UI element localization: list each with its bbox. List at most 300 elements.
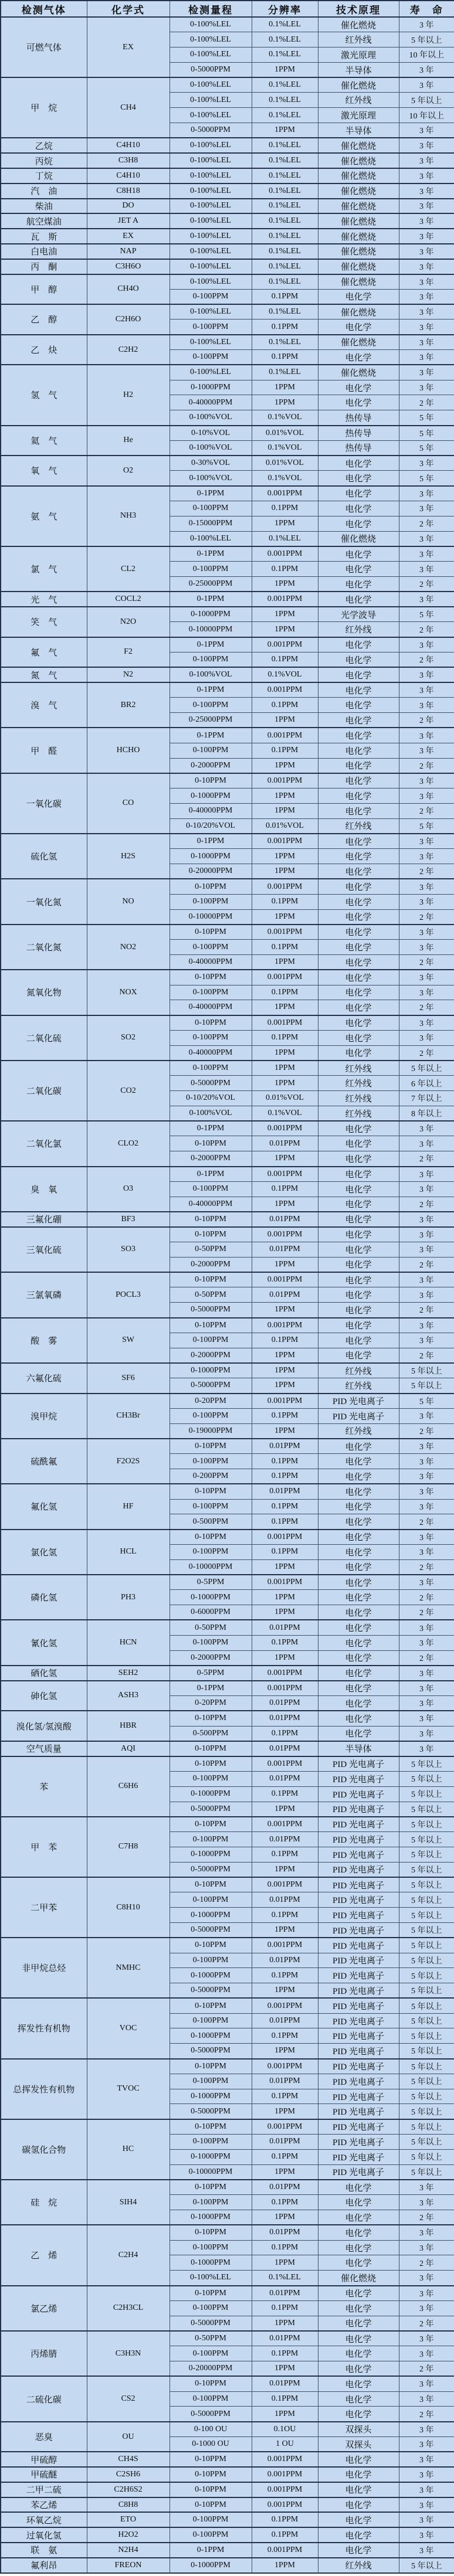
cell-life: 2 年 [399,2361,454,2377]
cell-resolution: 0.01%VOL [252,1091,318,1106]
cell-gas-name: 瓦 斯 [1,229,87,244]
cell-resolution: 1PPM [252,2104,318,2119]
cell-formula: F2O2S [87,1439,170,1484]
cell-resolution: 0.1%VOL [252,1106,318,1121]
cell-resolution: 0.01PPM [252,2331,318,2346]
cell-life: 3 年 [399,123,454,138]
cell-resolution: 1PPM [252,713,318,728]
cell-life: 3 年 [399,1121,454,1136]
cell-principle: 电化学 [318,2255,399,2271]
cell-range: 0-100PPM [170,2300,252,2316]
cell-range: 0-100PPM [170,1030,252,1045]
cell-range: 0-10/20%VOL [170,818,252,834]
cell-formula: NMHC [87,1938,170,1998]
cell-formula: O2 [87,456,170,486]
cell-range: 0-100%VOL [170,440,252,456]
cell-life: 2 年 [399,864,454,879]
cell-life: 3 年 [399,2527,454,2543]
cell-gas-name: 总挥发性有机物 [1,2059,87,2119]
cell-range: 0-1000PPM [170,2558,252,2573]
table-row [1,1015,454,1031]
cell-range: 0-100PPM [170,1635,252,1650]
cell-resolution: 0.1%LEL [252,17,318,32]
cell-life: 5 年 [399,1394,454,1409]
cell-principle: PID 光电离子 [318,2044,399,2059]
cell-range: 0-25000PPM [170,576,252,592]
cell-principle: 电化学 [318,1695,399,1711]
cell-principle: 催化燃烧 [318,199,399,214]
cell-range: 0-10PPM [170,1439,252,1454]
cell-resolution: 1PPM [252,803,318,818]
header-row [1,1,454,17]
cell-range: 0-100%LEL [170,2271,252,2286]
cell-formula: SF6 [87,1363,170,1394]
cell-range: 0-1PPM [170,682,252,698]
table-row [1,2452,454,2467]
cell-resolution: 0.001PPM [252,2497,318,2513]
cell-range: 0-100%LEL [170,168,252,183]
table-row [1,2497,454,2513]
cell-principle: 电化学 [318,1575,399,1590]
cell-range: 0-5000PPM [170,1983,252,1999]
cell-principle: PID 光电离子 [318,2059,399,2074]
cell-resolution: 1PPM [252,1061,318,1076]
cell-resolution: 1PPM [252,789,318,804]
cell-life: 2 年 [399,1423,454,1439]
cell-resolution: 0.001PPM [252,592,318,607]
cell-life: 2 年 [399,1197,454,1212]
cell-formula: C4H10 [87,168,170,183]
cell-life: 3 年 [399,153,454,168]
cell-principle: 电化学 [318,2452,399,2467]
cell-principle: 电化学 [318,834,399,849]
cell-life: 5 年 [399,607,454,622]
cell-principle: 红外线 [318,1091,399,1106]
cell-range: 0-10PPM [170,2119,252,2135]
cell-range: 0-10PPM [170,2286,252,2301]
cell-resolution: 1PPM [252,2164,318,2180]
cell-resolution: 0.1PPM [252,1333,318,1348]
cell-range: 0-100%LEL [170,77,252,93]
cell-principle: PID 光电离子 [318,1908,399,1923]
cell-resolution: 0.001PPM [252,2059,318,2074]
col-header-2: 检测量程 [170,1,252,17]
table-row [1,667,454,682]
table-row [1,2558,454,2573]
table-row [1,2119,454,2135]
cell-gas-name: 恶臭 [1,2422,87,2452]
cell-formula: SIH4 [87,2180,170,2225]
cell-range: 0-1PPM [170,1681,252,1696]
cell-gas-name: 氟利昂 [1,2558,87,2573]
cell-range: 0-5PPM [170,1666,252,1681]
table-row [1,426,454,441]
cell-range: 0-2000PPM [170,1650,252,1666]
cell-principle: 电化学 [318,773,399,789]
cell-gas-name: 苯 [1,1756,87,1817]
cell-range: 0-100PPM [170,698,252,713]
cell-gas-name: 丙 酮 [1,259,87,274]
table-row [1,2527,454,2543]
cell-range: 0-100%LEL [170,108,252,123]
cell-life: 3 年 [399,1741,454,1756]
cell-life: 3 年 [399,259,454,274]
cell-range: 0-100PPM [170,320,252,335]
cell-life: 2 年 [399,1605,454,1620]
cell-range: 0-200PPM [170,1469,252,1484]
cell-resolution: 0.1%LEL [252,47,318,63]
cell-range: 0-100%LEL [170,304,252,320]
cell-resolution: 1 OU [252,2437,318,2452]
cell-gas-name: 非甲烷总烃 [1,1938,87,1998]
cell-life: 3 年 [399,2346,454,2361]
cell-range: 0-100PPM [170,894,252,909]
cell-principle: 激光原理 [318,108,399,123]
cell-life: 3 年 [399,456,454,471]
cell-life: 3 年 [399,925,454,940]
cell-principle: PID 光电离子 [318,2164,399,2180]
cell-principle: 电化学 [318,592,399,607]
cell-formula: H2S [87,834,170,879]
cell-range: 0-100%LEL [170,259,252,274]
cell-principle: 电化学 [318,667,399,682]
cell-range: 0-40000PPM [170,1045,252,1061]
cell-resolution: 0.1PPM [252,985,318,1000]
cell-resolution: 0.01PPM [252,1212,318,1227]
cell-life: 3 年 [399,773,454,789]
cell-resolution: 1PPM [252,1363,318,1378]
cell-principle: 红外线 [318,32,399,47]
cell-resolution: 0.1%LEL [252,531,318,546]
cell-life: 5 年以上 [399,1802,454,1817]
cell-principle: 电化学 [318,2210,399,2225]
cell-principle: 电化学 [318,471,399,486]
cell-life: 5 年 [399,818,454,834]
table-row [1,2286,454,2301]
cell-range: 0-1000PPM [170,1786,252,1802]
cell-life: 3 年 [399,1212,454,1227]
cell-formula: O3 [87,1167,170,1212]
cell-resolution: 0.01PPM [252,2135,318,2150]
cell-range: 0-100%LEL [170,93,252,108]
cell-formula: TVOC [87,2059,170,2119]
cell-formula: CH4O [87,274,170,305]
cell-principle: 电化学 [318,1045,399,1061]
cell-life: 5 年以上 [399,2119,454,2135]
cell-life: 3 年 [399,1635,454,1650]
cell-life: 3 年 [399,1711,454,1726]
cell-resolution: 0.1%LEL [252,244,318,259]
cell-resolution: 0.01PPM [252,2225,318,2240]
cell-principle: 电化学 [318,2225,399,2240]
cell-gas-name: 酸 雾 [1,1318,87,1363]
cell-life: 8 年以上 [399,1106,454,1121]
cell-resolution: 1PPM [252,576,318,592]
cell-resolution: 1PPM [252,1045,318,1061]
table-row [1,1061,454,1076]
cell-resolution: 0.01PPM [252,2286,318,2301]
cell-gas-name: 氮 气 [1,667,87,682]
cell-resolution: 1PPM [252,1802,318,1817]
cell-principle: 电化学 [318,2316,399,2331]
cell-life: 2 年 [399,1559,454,1575]
cell-gas-name: 甲硫醚 [1,2467,87,2482]
cell-life: 3 年 [399,1242,454,1258]
cell-principle: 电化学 [318,728,399,743]
cell-formula: C3H3N [87,2331,170,2376]
cell-resolution: 1PPM [252,1000,318,1015]
cell-principle: 红外线 [318,1423,399,1439]
cell-principle: 电化学 [318,652,399,667]
cell-life: 3 年 [399,2286,454,2301]
col-header-4: 技术原理 [318,1,399,17]
cell-range: 0-10PPM [170,2497,252,2513]
cell-range: 0-100PPM [170,743,252,758]
cell-range: 0-100PPM [170,501,252,516]
table-row [1,925,454,940]
cell-resolution: 0.1PPM [252,350,318,365]
cell-principle: 电化学 [318,743,399,758]
cell-principle: PID 光电离子 [318,1786,399,1802]
cell-life: 3 年 [399,1181,454,1197]
cell-formula: AQI [87,1741,170,1756]
cell-resolution: 0.1PPM [252,1408,318,1423]
cell-formula: NAP [87,244,170,259]
table-row [1,138,454,153]
cell-range: 0-5000PPM [170,123,252,138]
cell-range: 0-10PPM [170,1530,252,1545]
cell-formula: FREON [87,2558,170,2573]
cell-life: 2 年 [399,1045,454,1061]
cell-range: 0-1000PPM [170,1847,252,1862]
cell-principle: 电化学 [318,713,399,728]
cell-life: 3 年 [399,244,454,259]
cell-resolution: 0.01%VOL [252,818,318,834]
cell-life: 5 年以上 [399,2059,454,2074]
cell-resolution: 1PPM [252,864,318,879]
cell-principle: PID 光电离子 [318,1817,399,1832]
cell-life: 3 年 [399,682,454,698]
cell-formula: BR2 [87,682,170,728]
cell-life: 5 年以上 [399,2164,454,2180]
cell-range: 0-10000PPM [170,909,252,925]
cell-formula: EX [87,17,170,77]
cell-resolution: 0.1PPM [252,1635,318,1650]
cell-principle: PID 光电离子 [318,2119,399,2135]
cell-principle: 双探头 [318,2422,399,2437]
cell-principle: 电化学 [318,894,399,909]
cell-principle: 电化学 [318,1544,399,1559]
cell-resolution: 0.1%VOL [252,667,318,682]
cell-life: 3 年 [399,1015,454,1031]
cell-formula: ASH3 [87,1681,170,1711]
cell-life: 3 年 [399,320,454,335]
cell-gas-name: 氯乙烯 [1,2286,87,2331]
cell-life: 3 年 [399,1575,454,1590]
cell-range: 0-10PPM [170,1272,252,1287]
table-row [1,546,454,562]
cell-resolution: 0.1PPM [252,1030,318,1045]
cell-principle: 热传导 [318,426,399,441]
table-row [1,879,454,894]
cell-life: 3 年 [399,1408,454,1423]
cell-principle: 电化学 [318,1559,399,1575]
cell-range: 0-100PPM [170,2391,252,2407]
cell-life: 3 年 [399,1530,454,1545]
cell-principle: 电化学 [318,1620,399,1635]
cell-gas-name: 硅 烷 [1,2180,87,2225]
cell-range: 0-100PPM [170,1544,252,1559]
cell-gas-name: 柴油 [1,199,87,214]
table-row [1,1363,454,1378]
cell-resolution: 0.001PPM [252,2467,318,2482]
cell-resolution: 1PPM [252,2044,318,2059]
cell-range: 0-1000PPM [170,1363,252,1378]
cell-range: 0-1000PPM [170,2149,252,2164]
cell-resolution: 0.001PPM [252,1877,318,1892]
cell-resolution: 1PPM [252,1257,318,1272]
cell-life: 3 年 [399,2497,454,2513]
cell-range: 0-10PPM [170,1877,252,1892]
cell-gas-name: 甲 醛 [1,728,87,773]
cell-life: 3 年 [399,2271,454,2286]
table-row [1,199,454,214]
cell-formula: CH4 [87,77,170,138]
cell-resolution: 1PPM [252,1922,318,1938]
cell-life: 3 年 [399,229,454,244]
col-header-1: 化学式 [87,1,170,17]
cell-principle: PID 光电离子 [318,1938,399,1953]
cell-range: 0-1PPM [170,2543,252,2558]
cell-life: 3 年 [399,17,454,32]
cell-principle: 催化燃烧 [318,2271,399,2286]
cell-gas-name: 环氧乙烷 [1,2512,87,2527]
cell-range: 0-10PPM [170,2482,252,2497]
cell-range: 0-1PPM [170,486,252,501]
cell-formula: C3H8 [87,153,170,168]
cell-resolution: 1PPM [252,607,318,622]
cell-formula: PH3 [87,1575,170,1620]
cell-principle: 催化燃烧 [318,229,399,244]
cell-principle: 电化学 [318,1030,399,1045]
cell-gas-name: 氢 气 [1,365,87,425]
cell-gas-name: 乙烷 [1,138,87,153]
cell-life: 3 年 [399,592,454,607]
table-row [1,229,454,244]
table-row [1,1877,454,1892]
cell-principle: 电化学 [318,1136,399,1151]
cell-resolution: 0.001PPM [252,2543,318,2558]
cell-range: 0-5000PPM [170,1802,252,1817]
cell-gas-name: 三氧化硫 [1,1227,87,1272]
cell-principle: 激光原理 [318,47,399,63]
cell-resolution: 0.01PPM [252,2013,318,2028]
cell-range: 0-100PPM [170,940,252,955]
cell-formula: C2SH6 [87,2467,170,2482]
cell-range: 0-10PPM [170,1711,252,1726]
cell-resolution: 0.01PPM [252,1242,318,1258]
cell-resolution: 0.1PPM [252,562,318,577]
cell-principle: 电化学 [318,1454,399,1469]
cell-life: 5 年以上 [399,1877,454,1892]
cell-gas-name: 联 氨 [1,2543,87,2558]
cell-life: 2 年 [399,576,454,592]
cell-resolution: 1PPM [252,62,318,77]
table-row [1,1711,454,1726]
cell-range: 0-30%VOL [170,456,252,471]
cell-formula: JET A [87,213,170,229]
cell-principle: 电化学 [318,1469,399,1484]
cell-principle: 催化燃烧 [318,138,399,153]
cell-range: 0-10000PPM [170,622,252,637]
cell-resolution: 0.1PPM [252,940,318,955]
cell-resolution: 0.001PPM [252,1121,318,1136]
cell-life: 3 年 [399,2180,454,2195]
cell-resolution: 0.1PPM [252,320,318,335]
cell-formula: HF [87,1484,170,1529]
cell-range: 0-100PPM [170,2013,252,2028]
cell-life: 3 年 [399,1695,454,1711]
cell-resolution: 1PPM [252,758,318,773]
cell-principle: 电化学 [318,2300,399,2316]
cell-gas-name: 硫化氢 [1,834,87,879]
cell-range: 0-20000PPM [170,864,252,879]
cell-formula: VOC [87,1998,170,2058]
cell-life: 3 年 [399,637,454,653]
cell-resolution: 0.1PPM [252,2195,318,2210]
cell-formula: He [87,426,170,456]
cell-life: 3 年 [399,335,454,350]
cell-principle: 电化学 [318,516,399,531]
cell-life: 5 年 [399,426,454,441]
cell-formula: C3H6O [87,259,170,274]
cell-formula: SEH2 [87,1666,170,1681]
table-row [1,1439,454,1454]
cell-range: 0-6000PPM [170,1605,252,1620]
cell-range: 0-10PPM [170,1318,252,1333]
cell-life: 3 年 [399,1287,454,1303]
cell-life: 5 年以上 [399,1363,454,1378]
cell-life: 5 年 [399,471,454,486]
cell-life: 3 年 [399,1227,454,1242]
cell-principle: 电化学 [318,576,399,592]
col-header-5: 寿 命 [399,1,454,17]
cell-life: 5 年以上 [399,1756,454,1772]
cell-principle: 催化燃烧 [318,304,399,320]
cell-range: 0-100%LEL [170,229,252,244]
cell-range: 0-5000PPM [170,1862,252,1877]
cell-formula: H2O2 [87,2527,170,2543]
table-row [1,1272,454,1287]
cell-life: 5 年以上 [399,1998,454,2013]
cell-range: 0-1PPM [170,592,252,607]
cell-range: 0-15000PPM [170,516,252,531]
table-row [1,2331,454,2346]
cell-life: 3 年 [399,2240,454,2255]
cell-formula: BF3 [87,1212,170,1227]
cell-resolution: 0.1PPM [252,698,318,713]
table-row [1,335,454,350]
cell-range: 0-100%LEL [170,365,252,380]
cell-formula: POCL3 [87,1272,170,1317]
cell-life: 5 年以上 [399,1771,454,1786]
cell-life: 3 年 [399,1681,454,1696]
table-row [1,274,454,290]
cell-resolution: 0.1PPM [252,1786,318,1802]
cell-principle: PID 光电离子 [318,1953,399,1968]
cell-life: 2 年 [399,2255,454,2271]
cell-range: 0-10PPM [170,1817,252,1832]
